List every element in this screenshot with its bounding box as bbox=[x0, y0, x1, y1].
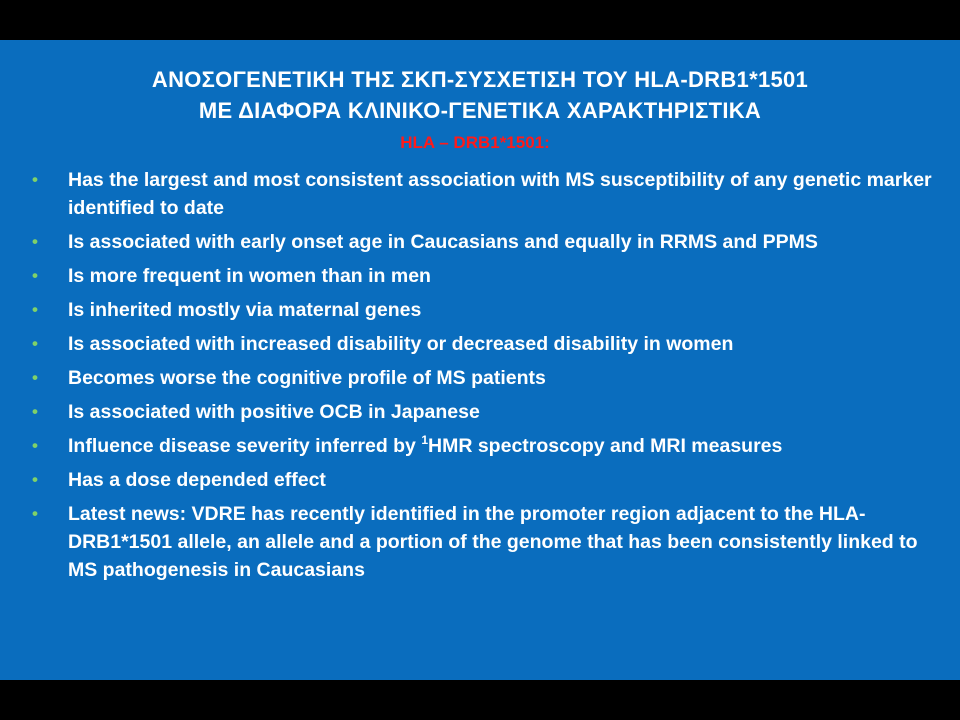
superscript: 1 bbox=[421, 433, 429, 447]
bullet-text: Has the largest and most consistent association with MS susceptibility of any genetic marker identified to date bbox=[68, 169, 932, 219]
bullet-item bbox=[32, 432, 932, 460]
bullet-item bbox=[32, 466, 932, 494]
bullet-item bbox=[32, 398, 932, 426]
bullet-item bbox=[32, 166, 932, 222]
bullet-icon: • bbox=[32, 504, 38, 523]
slide-subtitle: HLA – DRB1*1501: bbox=[400, 133, 550, 152]
bullet-item bbox=[32, 330, 932, 358]
bullet-text: Is inherited mostly via maternal genes bbox=[68, 299, 422, 321]
bullet-text: Has a dose depended effect bbox=[68, 469, 326, 491]
bullet-list bbox=[32, 166, 932, 590]
bullet-icon: • bbox=[32, 170, 38, 189]
bullet-item bbox=[32, 500, 932, 584]
bullet-item bbox=[32, 228, 932, 256]
title-line-2: ΜΕ ΔΙΑΦΟΡΑ ΚΛΙΝΙΚΟ-ΓΕΝΕΤΙΚΑ ΧΑΡΑΚΤΗΡΙΣΤΙΚΑ bbox=[198, 98, 762, 123]
bullet-icon: • bbox=[32, 334, 38, 353]
bullet-icon: • bbox=[32, 470, 38, 489]
bullet-text: Is associated with early onset age in Caucasians and equally in RRMS and PPMS bbox=[68, 231, 818, 253]
bullet-text: Is associated with increased disability or decreased disability in women bbox=[68, 333, 734, 355]
bullet-icon: • bbox=[32, 300, 38, 319]
bullet-item bbox=[32, 262, 932, 290]
bullet-item bbox=[32, 364, 932, 392]
bullet-icon: • bbox=[32, 436, 38, 455]
slide bbox=[0, 40, 960, 680]
slide-title bbox=[0, 64, 960, 126]
bullet-icon: • bbox=[32, 402, 38, 421]
bullet-text: Latest news: VDRE has recently identified in the promoter region adjacent to the HLA-DRB1*1501 allele, an allele and a portion of the genome that has been consistently linked to MS pathogenesis in Caucasians bbox=[68, 503, 918, 581]
bullet-text-after: HMR spectroscopy and MRI measures bbox=[428, 435, 783, 457]
bullet-item bbox=[32, 296, 932, 324]
title-line-1: ΑΝΟΣΟΓΕΝΕΤΙΚΗ ΤΗΣ ΣΚΠ-ΣΥΣΧΕΤΙΣΗ ΤΟΥ HLA-DRB1*1501 bbox=[151, 67, 809, 92]
bullet-text-before: Influence disease severity inferred by bbox=[68, 435, 422, 457]
bullet-icon: • bbox=[32, 368, 38, 387]
bullet-icon: • bbox=[32, 232, 38, 251]
bullet-text: Is associated with positive OCB in Japanese bbox=[68, 401, 480, 423]
bullet-text: Is more frequent in women than in men bbox=[68, 265, 431, 287]
bullet-icon: • bbox=[32, 266, 38, 285]
bullet-text: Becomes worse the cognitive profile of MS patients bbox=[68, 367, 546, 389]
